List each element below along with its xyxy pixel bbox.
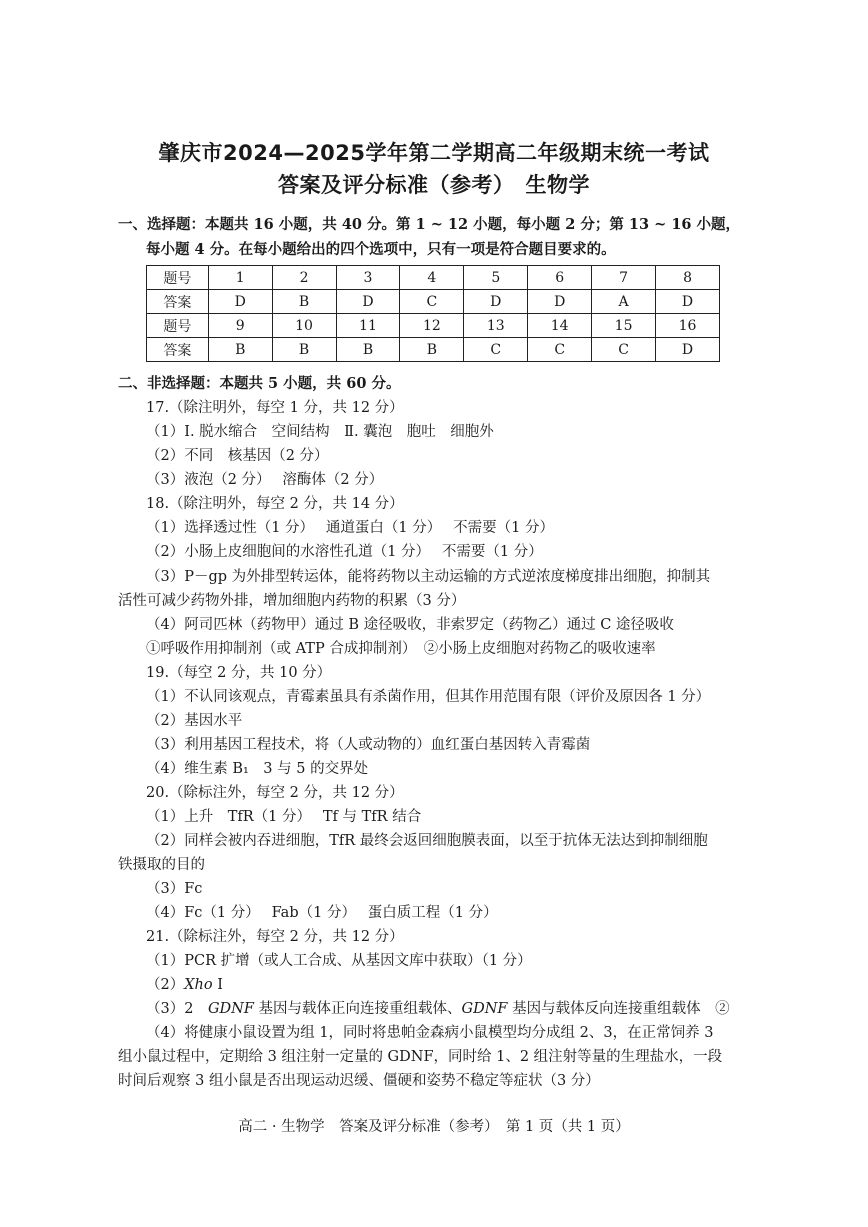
q17-answer-3: （3）液泡（2 分） 溶酶体（2 分） [146, 472, 384, 488]
table-cell: 2 [272, 266, 336, 290]
enzyme-name: Xho [184, 977, 213, 993]
table-row [147, 314, 720, 338]
table-cell: 5 [464, 266, 528, 290]
q19-answer-3: （3）利用基因工程技术，将（人或动物的）血红蛋白基因转入青霉菌 [146, 737, 591, 753]
table-row [147, 338, 720, 362]
table-cell: 7 [592, 266, 656, 290]
q21-answer-1: （1）PCR 扩增（或人工合成、从基因文库中获取）（1 分） [146, 953, 532, 969]
table-cell: D [528, 290, 592, 314]
table-cell: C [528, 338, 592, 362]
table-cell: 14 [528, 314, 592, 338]
table-cell: 13 [464, 314, 528, 338]
table-cell: B [272, 290, 336, 314]
q18-answer-3-cont: 活性可减少药物外排，增加细胞内药物的积累（3 分） [118, 593, 466, 609]
q20-answer-2: （2）同样会被内吞进细胞，TfR 最终会返回细胞膜表面，以至于抗体无法达到抑制细胞 [146, 833, 708, 849]
q18-answer-3: （3）P－gp 为外排型转运体，能将药物以主动运输的方式逆浓度梯度排出细胞，抑制其 [146, 569, 711, 585]
q18-answer-2: （2）小肠上皮细胞间的水溶性孔道（1 分） 不需要（1 分） [146, 544, 543, 560]
answer-table [146, 265, 720, 362]
q21-answer-2-suffix: Ⅰ [212, 977, 223, 993]
gene-name: GDNF [207, 1001, 254, 1017]
header-cell: 题号 [147, 314, 209, 338]
table-cell: D [656, 338, 720, 362]
table-cell: 15 [592, 314, 656, 338]
table-cell: 8 [656, 266, 720, 290]
table-cell: 12 [400, 314, 464, 338]
table-cell: B [208, 338, 272, 362]
q17-answer-1: （1）Ⅰ. 脱水缩合 空间结构 Ⅱ. 囊泡 胞吐 细胞外 [146, 424, 494, 440]
q21-heading: 21.（除标注外，每空 2 分，共 12 分） [146, 929, 404, 945]
q19-heading: 19.（每空 2 分，共 10 分） [146, 665, 332, 681]
q21-answer-4-cont: 组小鼠过程中，定期给 3 组注射一定量的 GDNF，同时给 1、2 组注射等量的生理盐水，一段 [118, 1049, 723, 1065]
header-cell: 答案 [147, 338, 209, 362]
q19-answer-2: （2）基因水平 [146, 713, 243, 729]
table-cell: 10 [272, 314, 336, 338]
table-cell: 1 [208, 266, 272, 290]
q21-answer-3-b: 基因与载体正向连接重组载体、 [253, 1001, 462, 1017]
table-cell: C [592, 338, 656, 362]
q21-answer-4: （4）将健康小鼠设置为组 1，同时将患帕金森病小鼠模型均分成组 2、3，在正常饲养 3 [146, 1025, 714, 1041]
q20-answer-3: （3）Fc [146, 881, 203, 897]
q20-heading: 20.（除标注外，每空 2 分，共 12 分） [146, 785, 404, 801]
q20-answer-2-cont: 铁摄取的目的 [118, 857, 205, 873]
table-cell: B [272, 338, 336, 362]
q21-answer-2 [146, 975, 223, 995]
q18-heading: 18.（除注明外，每空 2 分，共 14 分） [146, 496, 404, 512]
q17-answer-2: （2）不同 核基因（2 分） [146, 448, 329, 464]
section1-instructions: 一、选择题：本题共 16 小题，共 40 分。第 1 ~ 12 小题，每小题 2 分；第 13 ~ 16 小题， [118, 216, 741, 233]
table-row [147, 266, 720, 290]
q21-answer-3-c: 基因与载体反向连接重组载体 ② [507, 1001, 730, 1017]
section2-heading: 二、非选择题：本题共 5 小题，共 60 分。 [118, 375, 401, 392]
table-row [147, 290, 720, 314]
page-footer: 高二 · 生物学 答案及评分标准（参考） 第 1 页（共 1 页） [238, 1119, 630, 1135]
q18-answer-4: （4）阿司匹林（药物甲）通过 B 途径吸收，非索罗定（药物乙）通过 C 途径吸收 [146, 617, 674, 633]
table-cell: D [336, 290, 400, 314]
q18-answer-1: （1）选择透过性（1 分） 通道蛋白（1 分） 不需要（1 分） [146, 520, 554, 536]
q20-answer-4: （4）Fc（1 分） Fab（1 分） 蛋白质工程（1 分） [146, 905, 498, 921]
header-cell: 题号 [147, 266, 209, 290]
table-cell: 4 [400, 266, 464, 290]
q21-answer-2-prefix: （2） [146, 977, 185, 993]
table-cell: C [400, 290, 464, 314]
table-cell: 11 [336, 314, 400, 338]
exam-subtitle: 答案及评分标准（参考） 生物学 [278, 173, 590, 197]
q19-answer-1: （1）不认同该观点，青霉素虽具有杀菌作用，但其作用范围有限（评价及原因各 1 分） [146, 689, 711, 705]
table-cell: 6 [528, 266, 592, 290]
table-cell: D [208, 290, 272, 314]
q19-answer-4: （4）维生素 B₁ 3 与 5 的交界处 [146, 761, 369, 777]
table-cell: 9 [208, 314, 272, 338]
gene-name: GDNF [461, 1001, 508, 1017]
table-cell: 16 [656, 314, 720, 338]
q21-answer-3-a: （3）2 [146, 1001, 208, 1017]
q18-answer-5: ①呼吸作用抑制剂（或 ATP 合成抑制剂） ②小肠上皮细胞对药物乙的吸收速率 [146, 641, 656, 657]
q21-answer-3 [146, 999, 730, 1019]
table-cell: D [656, 290, 720, 314]
table-cell: B [336, 338, 400, 362]
q21-answer-4-cont2: 时间后观察 3 组小鼠是否出现运动迟缓、僵硬和姿势不稳定等症状（3 分） [118, 1073, 600, 1089]
q20-answer-1: （1）上升 TfR（1 分） Tf 与 TfR 结合 [146, 809, 422, 825]
section1-instructions-cont: 每小题 4 分。在每小题给出的四个选项中，只有一项是符合题目要求的。 [146, 241, 616, 258]
table-cell: D [464, 290, 528, 314]
table-cell: B [400, 338, 464, 362]
table-cell: A [592, 290, 656, 314]
table-cell: 3 [336, 266, 400, 290]
table-cell: C [464, 338, 528, 362]
header-cell: 答案 [147, 290, 209, 314]
q17-heading: 17.（除注明外，每空 1 分，共 12 分） [146, 400, 404, 416]
exam-title: 肇庆市2024—2025学年第二学期高二年级期末统一考试 [158, 141, 710, 165]
